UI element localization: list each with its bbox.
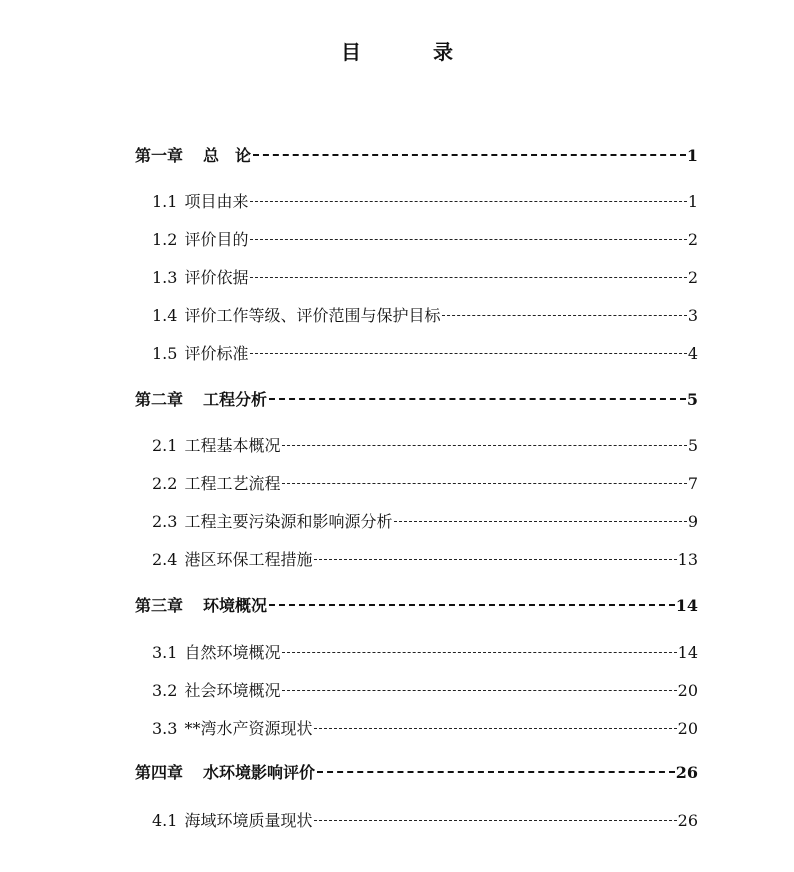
page-number: 20 [677,681,698,700]
toc-section-entry[interactable] [152,230,698,250]
dot-leader [282,483,686,484]
toc-section-entry[interactable] [152,474,698,494]
section-number: 1.4 [152,306,178,325]
dot-leader [250,353,686,354]
page-title: 目 录 [341,40,479,64]
section-number: 2.1 [152,436,178,455]
section-title: 港区环保工程措施 [184,550,313,569]
page-number: 20 [677,719,698,738]
section-number: 2.3 [152,512,178,531]
dot-leader [250,277,686,278]
section-title: 评价目的 [184,230,249,249]
page-number: 26 [675,763,698,782]
section-title: 工程基本概况 [184,436,281,455]
page-number: 1 [687,192,698,211]
chapter-title: 环境概况 [203,596,268,615]
section-title: 自然环境概况 [184,643,281,662]
dot-leader [282,690,676,691]
toc-section-entry[interactable] [152,719,698,739]
toc-section-entry[interactable] [152,681,698,701]
page-number: 2 [687,268,698,287]
section-number: 1.3 [152,268,178,287]
dot-leader [314,728,676,729]
page-number: 3 [687,306,698,325]
toc-section-entry[interactable] [152,643,698,663]
toc-section-entry[interactable] [152,512,698,532]
dot-leader [282,652,676,653]
section-title: 工程工艺流程 [184,474,281,493]
dot-leader [442,315,686,316]
page-number: 13 [677,550,698,569]
toc-section-entry[interactable] [152,550,698,570]
page-number: 5 [686,390,698,409]
page-number: 14 [677,643,698,662]
dot-leader [394,521,686,522]
toc-section-entry[interactable] [152,192,698,212]
section-title: 评价标准 [184,344,249,363]
chapter-title: 水环境影响评价 [203,763,316,782]
dot-leader [253,154,686,156]
toc-section-entry[interactable] [152,811,698,831]
section-title: 项目由来 [184,192,249,211]
section-title: 评价工作等级、评价范围与保护目标 [184,306,441,325]
chapter-title: 总 论 [203,146,252,165]
dot-leader [317,771,675,773]
page-number: 4 [687,344,698,363]
page-number: 1 [686,146,698,165]
toc-section-entry[interactable] [152,268,698,288]
section-title: 海域环境质量现状 [184,811,313,830]
toc-chapter-entry[interactable] [135,390,698,410]
section-title: 社会环境概况 [184,681,281,700]
dot-leader [250,239,686,240]
dot-leader [269,398,686,400]
page-number: 7 [687,474,698,493]
page-number: 5 [687,436,698,455]
section-number: 3.1 [152,643,178,662]
dot-leader [314,820,676,821]
toc-section-entry[interactable] [152,344,698,364]
dot-leader [269,604,675,606]
page-number: 9 [687,512,698,531]
chapter-number: 第三章 [135,596,184,615]
dot-leader [250,201,686,202]
toc-chapter-entry[interactable] [135,146,698,166]
section-number: 3.3 [152,719,178,738]
section-number: 3.2 [152,681,178,700]
section-number: 2.2 [152,474,178,493]
chapter-title: 工程分析 [203,390,268,409]
chapter-number: 第一章 [135,146,184,165]
toc-section-entry[interactable] [152,436,698,456]
toc-chapter-entry[interactable] [135,763,698,783]
section-number: 4.1 [152,811,178,830]
section-number: 1.1 [152,192,178,211]
section-number: 1.5 [152,344,178,363]
section-title: 工程主要污染源和影响源分析 [184,512,393,531]
section-number: 2.4 [152,550,178,569]
toc-section-entry[interactable] [152,306,698,326]
dot-leader [314,559,676,560]
chapter-number: 第四章 [135,763,184,782]
section-title: 评价依据 [184,268,249,287]
dot-leader [282,445,686,446]
section-number: 1.2 [152,230,178,249]
page-number: 26 [677,811,698,830]
chapter-number: 第二章 [135,390,184,409]
toc-chapter-entry[interactable] [135,596,698,616]
page-number: 14 [675,596,698,615]
section-title: **湾水产资源现状 [184,719,313,738]
page-number: 2 [687,230,698,249]
